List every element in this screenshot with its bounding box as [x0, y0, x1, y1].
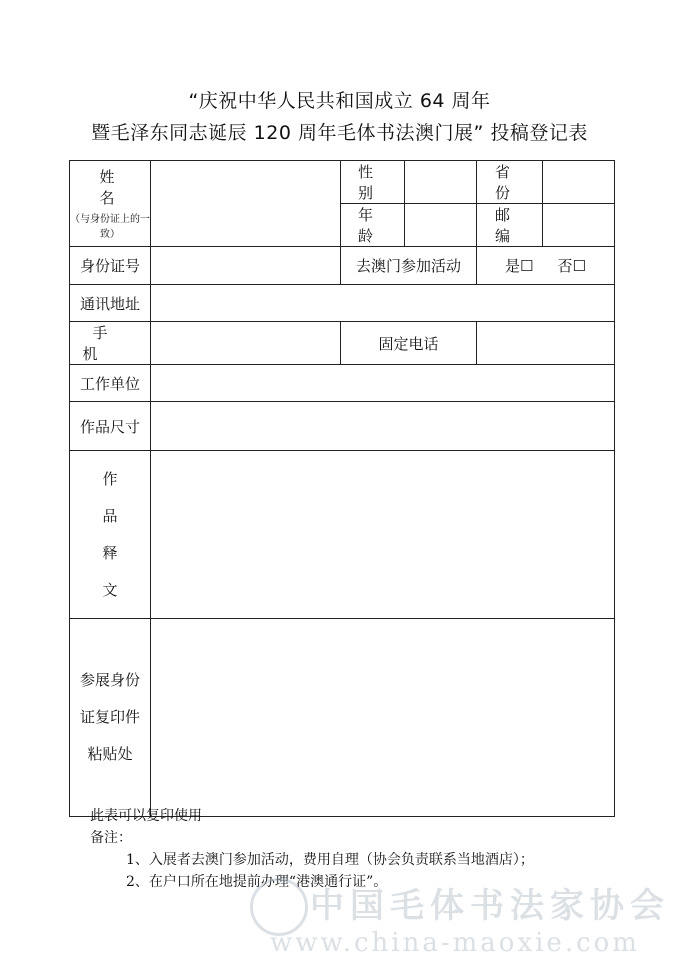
landline-input-cell[interactable]: [477, 322, 615, 365]
id-copy-label: [70, 619, 151, 817]
form-title-line2: 暨毛泽东同志诞辰 120 周年毛体书法澳门展” 投稿登记表: [91, 122, 588, 144]
remark-label: 备注：: [90, 830, 132, 846]
gender-input-cell[interactable]: [405, 161, 477, 204]
interpretation-char: 品: [102, 506, 118, 525]
interpretation-label: [70, 451, 151, 619]
work-unit-label: 工作单位: [70, 365, 151, 402]
yes-checkbox[interactable]: 是☐: [505, 257, 534, 275]
watermark-text: 中国毛体书法家协会: [310, 886, 670, 926]
postcode-label: 邮 编: [477, 204, 543, 247]
copy-note: 此表可以复印使用: [90, 808, 202, 824]
name-label: 姓 名: [99, 167, 141, 207]
landline-label: 固定电话: [341, 322, 477, 365]
mobile-input-cell[interactable]: [151, 322, 341, 365]
work-size-label: 作品尺寸: [70, 402, 151, 451]
remark-note-2: 2、在户口所在地提前办理“港澳通行证”。: [126, 874, 388, 890]
address-input-cell[interactable]: [151, 285, 615, 322]
registration-form-table: [69, 160, 615, 817]
id-copy-paste-area[interactable]: [151, 619, 615, 817]
mobile-label: 手 机: [70, 322, 151, 365]
address-label: 通讯地址: [70, 285, 151, 322]
gender-label: 性 别: [341, 161, 405, 204]
watermark-url: www.china-maoxie.com: [270, 928, 640, 958]
macau-activity-choice[interactable]: [477, 247, 615, 285]
name-input-cell[interactable]: [151, 161, 341, 247]
id-copy-line: 参展身份: [79, 671, 140, 689]
province-label: 省 份: [477, 161, 543, 204]
remark-note-1: 1、入展者去澳门参加活动，费用自理（协会负责联系当地酒店）；: [126, 852, 534, 868]
postcode-input-cell[interactable]: [543, 204, 615, 247]
province-input-cell[interactable]: [543, 161, 615, 204]
interpretation-char: 释: [102, 543, 118, 562]
name-note: （与身份证上的一致）: [70, 213, 150, 240]
id-copy-line: 粘贴处: [87, 745, 133, 763]
age-label: 年 龄: [341, 204, 405, 247]
id-number-label: 身份证号: [70, 247, 151, 285]
interpretation-char: 文: [102, 580, 118, 599]
name-label-cell: [70, 161, 151, 247]
no-checkbox[interactable]: 否☐: [557, 257, 586, 275]
interpretation-input-cell[interactable]: [151, 451, 615, 619]
interpretation-char: 作: [102, 469, 118, 488]
watermark: [250, 870, 670, 958]
work-unit-input-cell[interactable]: [151, 365, 615, 402]
age-input-cell[interactable]: [405, 204, 477, 247]
work-size-input-cell[interactable]: [151, 402, 615, 451]
macau-activity-label: 去澳门参加活动: [341, 247, 477, 285]
id-copy-line: 证复印件: [79, 708, 140, 726]
id-number-input-cell[interactable]: [151, 247, 341, 285]
form-title-line1: “庆祝中华人民共和国成立 64 周年: [188, 90, 491, 112]
